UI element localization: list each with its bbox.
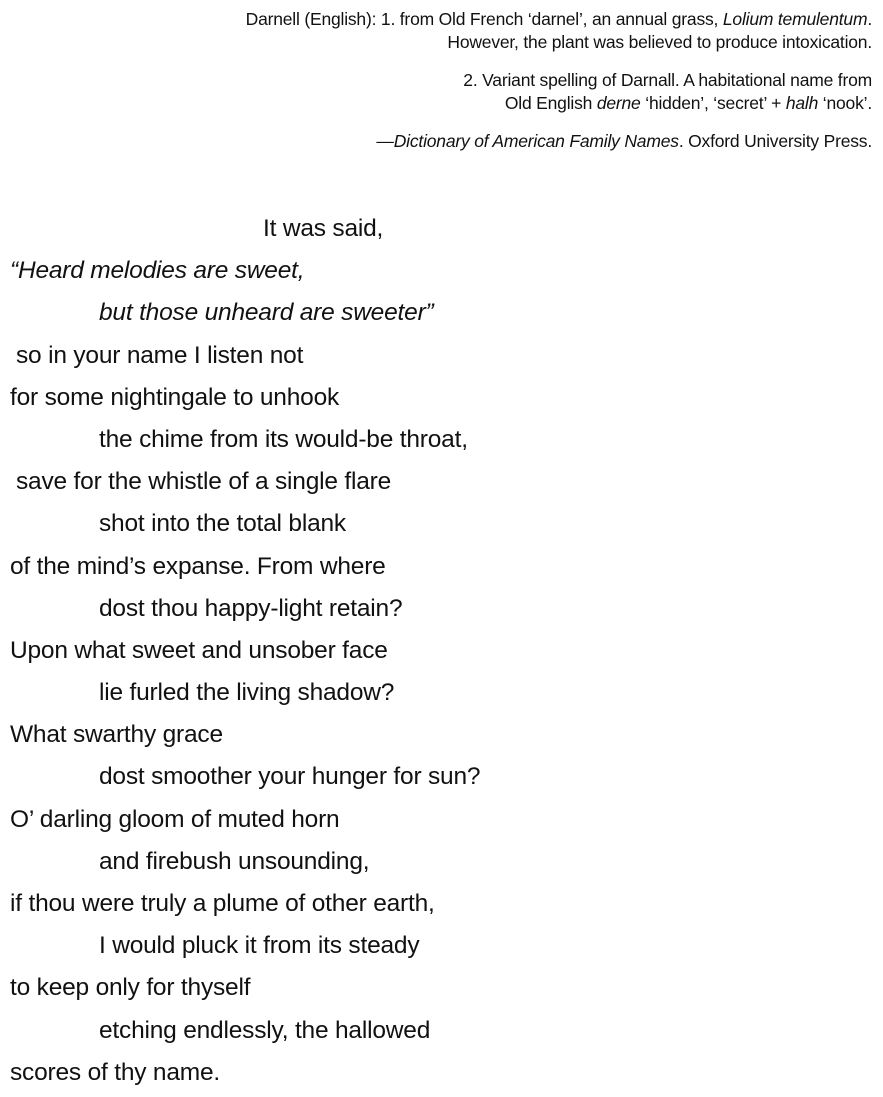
- poem-line: dost thou happy-light retain?: [99, 594, 403, 622]
- poem-line: shot into the total blank: [99, 510, 346, 538]
- source-title: Dictionary of American Family Names: [393, 131, 679, 151]
- poem-line: and firebush unsounding,: [99, 847, 370, 875]
- source-publisher: . Oxford University Press.: [678, 131, 872, 151]
- poem-line: if thou were truly a plume of other earth,: [10, 890, 435, 917]
- poem-line: dost smoother your hunger for sun?: [99, 763, 481, 791]
- epigraph-source: [12, 130, 872, 153]
- entry-1-line-2: However, the plant was believed to produce intoxication.: [447, 32, 872, 52]
- entry-2-pre: Old English: [504, 93, 597, 113]
- entry-2-line-1: 2. Variant spelling of Darnall. A habitational name from: [463, 70, 872, 90]
- poem: [10, 208, 870, 1094]
- entry-1-period: .: [867, 9, 872, 29]
- poem-line-quote: “Heard melodies are sweet,: [10, 257, 305, 285]
- entry-2-mid: ‘hidden’, ‘secret’ +: [640, 93, 786, 113]
- entry-2-word-halh: halh: [785, 93, 819, 113]
- poem-line: for some nightingale to unhook: [10, 383, 340, 411]
- entry-2-post: ‘nook’.: [818, 93, 872, 113]
- entry-1-text: Darnell (English): 1. from Old French ‘darnel’, an annual grass,: [245, 9, 723, 29]
- poem-line: lie furled the living shadow?: [99, 679, 395, 707]
- epigraph-entry-1: [12, 8, 872, 54]
- poem-line: I would pluck it from its steady: [99, 932, 420, 960]
- poem-line: Upon what sweet and unsober face: [10, 636, 388, 664]
- entry-1-latin-name: Lolium temulentum: [722, 9, 868, 29]
- poem-line: O’ darling gloom of muted horn: [10, 805, 340, 833]
- poem-line: save for the whistle of a single flare: [16, 468, 392, 496]
- poem-line: so in your name I listen not: [16, 341, 304, 369]
- poem-line: of the mind’s expanse. From where: [10, 552, 386, 580]
- epigraph: [12, 8, 872, 168]
- poem-line: the chime from its would-be throat,: [99, 425, 468, 453]
- poem-line-quote: but those unheard are sweeter”: [99, 299, 434, 327]
- entry-2-word-derne: derne: [596, 93, 641, 113]
- epigraph-entry-2: [12, 69, 872, 115]
- poem-line: It was said,: [263, 215, 384, 242]
- source-dash: —: [376, 131, 394, 151]
- poem-line: scores of thy name.: [10, 1058, 220, 1086]
- poem-line: What swarthy grace: [10, 721, 223, 749]
- poem-line: to keep only for thyself: [10, 974, 251, 1002]
- poem-line: etching endlessly, the hallowed: [99, 1016, 431, 1044]
